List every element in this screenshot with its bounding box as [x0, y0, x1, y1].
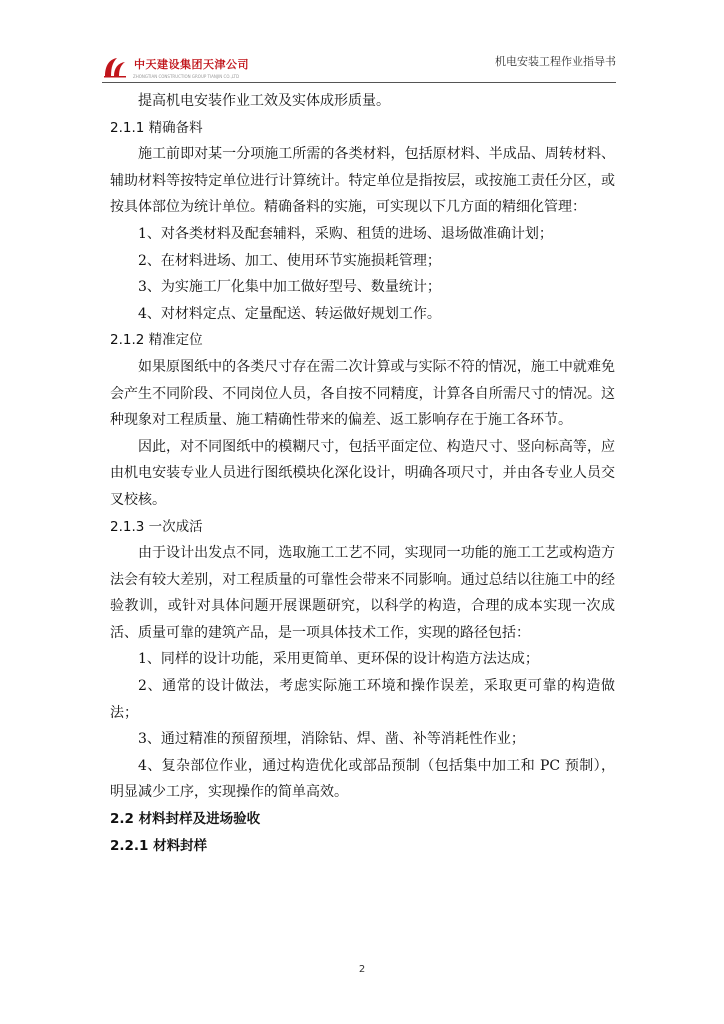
list-item: 1、对各类材料及配套辅料，采购、租赁的进场、退场做准确计划； — [138, 225, 553, 242]
paragraph: 由于设计出发点不同，选取施工工艺不同，实现同一功能的施工工艺或构造方法会有较大差别，对工程质量的可靠性会带来不同影响。通过总结以往施工中的经验教训，或针对具体问题开展课题研究，以科学的构造，合理的成本实现一次成活、质量可靠的建筑产品，是一项具体技术工作，实现的路径包括： — [110, 545, 615, 641]
list-item: 3、通过精准的预留预埋，消除钻、焊、凿、补等消耗性作业； — [138, 731, 525, 748]
list-item: 2、通常的设计做法，考虑实际施工环境和操作误差，采取更可靠的构造做法； — [110, 678, 615, 721]
company-logo-subtext: ZHONGTIAN CONSTRUCTION GROUP TIANJIN CO.,LTD — [133, 74, 240, 79]
list-item: 4、对材料定点、定量配送、转运做好规划工作。 — [138, 305, 441, 322]
section-heading-2-1-2: 2.1.2 精准定位 — [110, 332, 203, 349]
section-heading-2-2: 2.2 材料封样及进场验收 — [110, 811, 261, 828]
list-item: 2、在材料进场、加工、使用环节实施损耗管理； — [138, 252, 441, 269]
header-divider — [102, 82, 616, 83]
company-logo-icon — [102, 56, 128, 78]
list-item: 1、同样的设计功能，采用更简单、更环保的设计构造方法达成； — [138, 651, 539, 668]
company-logo-text: 中天建设集团天津公司 — [134, 58, 249, 71]
section-heading-2-2-1: 2.2.1 材料封样 — [110, 837, 208, 854]
paragraph: 如果原图纸中的各类尺寸存在需二次计算或与实际不符的情况，施工中就难免会产生不同阶段、不同岗位人员，各自按不同精度，计算各自所需尺寸的情况。这种现象对工程质量、施工精确性带来的偏差、返工影响存在于施工各环节。 — [110, 358, 615, 429]
list-item: 4、复杂部位作业，通过构造优化或部品预制（包括集中加工和 PC 预制），明显减少工序，实现操作的简单高效。 — [110, 757, 615, 801]
list-item: 3、为实施工厂化集中加工做好型号、数量统计； — [138, 279, 441, 296]
paragraph: 因此，对不同图纸中的模糊尺寸，包括平面定位、构造尺寸、竖向标高等，应由机电安装专业人员进行图纸模块化深化设计，明确各项尺寸，并由各专业人员交叉校核。 — [110, 438, 615, 508]
company-logo — [102, 56, 249, 78]
page-header — [102, 44, 616, 84]
page-number: 2 — [358, 964, 366, 975]
document-title: 机电安装工程作业指导书 — [495, 55, 616, 68]
paragraph: 提高机电安装作业工效及实体成形质量。 — [138, 93, 390, 109]
section-heading-2-1-1: 2.1.1 精确备料 — [110, 119, 203, 136]
document-body — [110, 88, 615, 859]
section-heading-2-1-3: 2.1.3 一次成活 — [110, 518, 203, 535]
paragraph: 施工前即对某一分项施工所需的各类材料，包括原材料、半成品、周转材料、辅助材料等按特定单位进行计算统计。特定单位是指按层，或按施工责任分区，或按具体部位为统计单位。精确备料的实施，可实现以下几方面的精细化管理： — [110, 146, 615, 216]
